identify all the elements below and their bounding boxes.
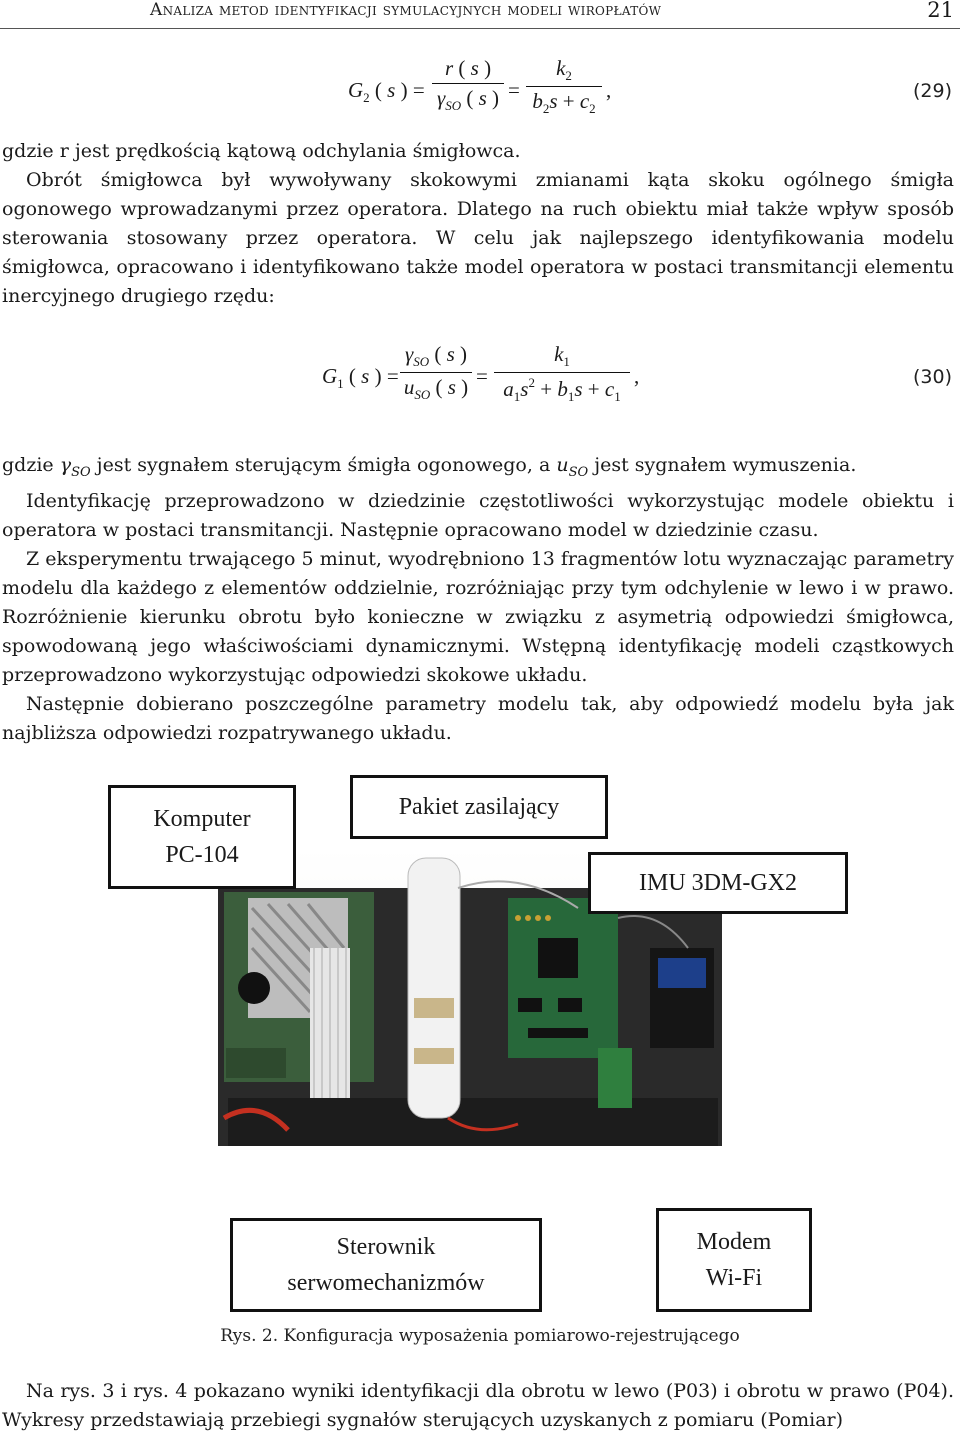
- para2-line1: gdzie $\gamma_{SO}$ jest sygnałem sterującym śmigła ogonowego, a $u_{SO}$ jest sygnałem wymuszenia.: [2, 454, 857, 480]
- eq29-fraction-2: $k_2$ $b_2s + c_2$: [526, 56, 602, 117]
- eq30-lhs: $G_1$ ( s ) =: [322, 364, 399, 391]
- equation-number-29: (29): [912, 80, 952, 102]
- equation-29: $G_2$ ( s ) = r ( s ) $\gamma_{SO}$ ( s ) = $k_2$ $b_2s + c_2$ , (29): [348, 56, 952, 116]
- label-computer: Komputer PC-104: [108, 785, 296, 889]
- para2-p3: Z eksperymentu trwającego 5 minut, wyodrębniono 13 fragmentów lotu wyznaczając parametry modelu dla każdego z elementów oddzielnie, rozróżniając przy tym odchylenie w lewo i w prawo. Rozróżnienie kierunku obrotu było konieczne w związku z asymetrią odpowiedzi śmigłowca, spowodowaną jego właściwościami dynamicznymi. Wstępną identyfikację modeli cząstkowych przeprowadzono wykorzystując odpowiedzi skokowe układu.: [2, 548, 954, 686]
- eq30-fraction-2: $k_1$ $a_1s^2 + b_1s + c_1$: [494, 342, 630, 405]
- label-power-pack: Pakiet zasilający: [350, 775, 608, 839]
- figure-caption: Rys. 2. Konfiguracja wyposażenia pomiarowo-rejestrującego: [220, 1326, 740, 1346]
- eq29-fraction-1: r ( s ) $\gamma_{SO}$ ( s ): [432, 56, 504, 114]
- equation-number-30: (30): [912, 366, 952, 388]
- paragraph-bottom: [2, 1377, 954, 1435]
- equation-30: $G_1$ ( s ) = $\gamma_{SO}$ ( s ) $u_{SO}$ ( s ) = $k_1$ $a_1s^2 + b_1s + c_1$ , (30): [322, 342, 952, 404]
- eq30-fraction-1: $\gamma_{SO}$ ( s ) $u_{SO}$ ( s ): [400, 342, 472, 403]
- para-bottom-text: Na rys. 3 i rys. 4 pokazano wyniki identyfikacji dla obrotu w lewo (P03) i obrotu w prawo (P04). Wykresy przedstawiają przebiegi sygnałów sterujących uzyskanych z pomiaru (Pomiar): [2, 1380, 954, 1431]
- paragraph-1: [2, 137, 954, 311]
- para1-body: Obrót śmigłowca był wywoływany skokowymi zmianami kąta skoku ogólnego śmigła ogonowego wprowadzanymi przez operatora. Dlatego na ruch obiektu miał także wpływ sposób sterowania stosowany przez operatora. W celu jak najlepszego identyfikowania modelu śmigłowca, opracowano i identyfikowano także model operatora w postaci transmitancji elementu inercyjnego drugiego rzędu:: [2, 169, 954, 307]
- label-servo-controller: Sterownik serwomechanizmów: [230, 1218, 542, 1312]
- para2-p4: Następnie dobierano poszczególne parametry modelu tak, aby odpowiedź modelu była jak najbliższa odpowiedzi rozpatrywanego układu.: [2, 693, 954, 744]
- para1-line1: gdzie r jest prędkością kątową odchylania śmigłowca.: [2, 140, 521, 162]
- paragraph-2: [2, 451, 954, 748]
- eq29-lhs: $G_2$ ( s ) =: [348, 78, 425, 105]
- header-title: Analiza metod identyfikacji symulacyjnych modeli wiropłatów: [150, 0, 662, 20]
- label-imu: IMU 3DM-GX2: [588, 852, 848, 914]
- para2-p2: Identyfikację przeprowadzono w dziedzinie częstotliwości wykorzystując modele obiektu i operatora w postaci transmitancji. Następnie opracowano model w dziedzinie czasu.: [2, 490, 954, 541]
- label-wifi-modem: Modem Wi-Fi: [656, 1208, 812, 1312]
- running-header: [0, 0, 960, 29]
- page-number: 21: [927, 0, 954, 22]
